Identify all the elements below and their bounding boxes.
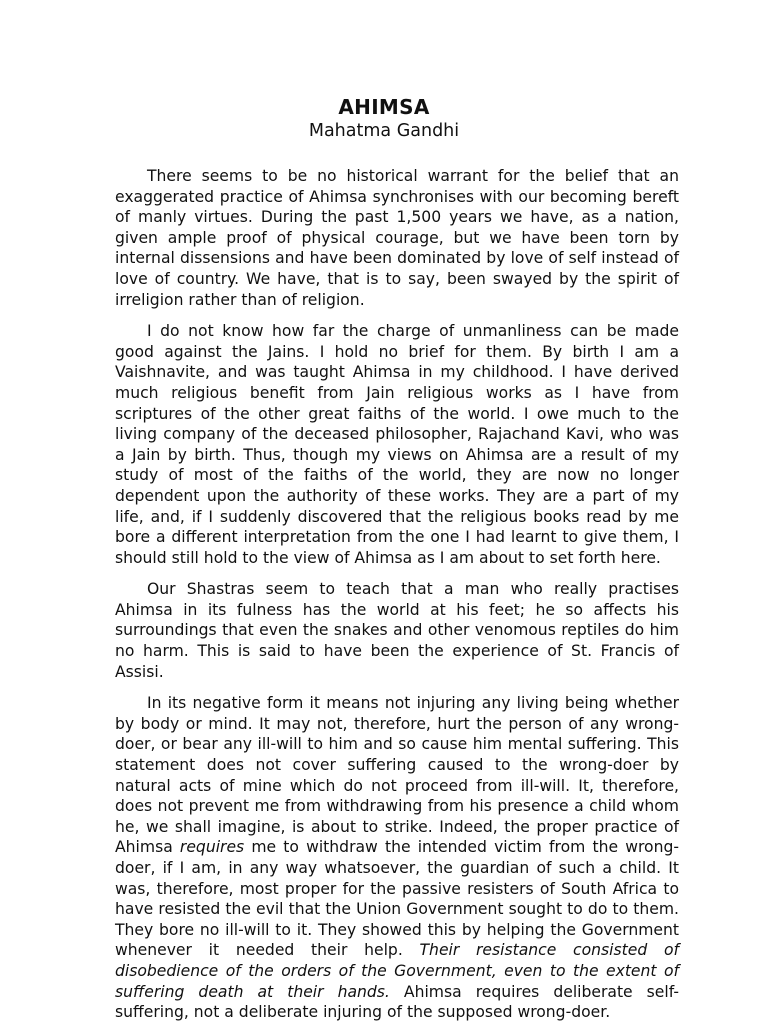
italic-text: Their resistance consisted of disobedience of the orders of the Government, even to the extent of suffering death at their hands. — [115, 941, 680, 1001]
paragraph-text: Ahimsa requires deliberate self-suffering, not a deliberate injuring of the supposed wrong-doer. — [115, 982, 679, 1022]
body-paragraph — [115, 579, 679, 682]
paragraph-text: Our Shastras seem to teach that a man who really practises Ahimsa in its fulness has the world at his feet; he so affects his surroundings that even the snakes and other venomous reptiles do him no harm. This is said to have been the experience of St. Francis of Assisi. — [115, 580, 679, 681]
document-title: AHIMSA — [338, 95, 430, 119]
document-body — [115, 166, 679, 1034]
paragraph-text: There seems to be no historical warrant for the belief that an exaggerated practice of Ahimsa synchronises with our becoming bereft of manly virtues. During the past 1,500 years we have, as a nation, given ample proof of physical courage, but we have been torn by internal dissensions and have been dominated by love of self instead of love of country. We have, that is to say, been swayed by the spirit of irreligion rather than of religion. — [115, 167, 679, 309]
body-paragraph — [115, 321, 679, 568]
paragraph-text: In its negative form it means not injuring any living being whether by body or mind. It may not, therefore, hurt the person of any wrong-doer, or bear any ill-will to him and so cause him mental suffering. This statement does not cover suffering caused to the wrong-doer by natural acts of mine which do not proceed from ill-will. It, therefore, does not prevent me from withdrawing from his presence a child whom he, we shall imagine, is about to strike. Indeed, the proper practice of Ahimsa — [115, 694, 679, 857]
paragraph-text: me to withdraw the intended victim from the wrong-doer, if I am, in any way whatsoever, the guardian of such a child. It was, therefore, most proper for the passive resisters of South Africa to have resisted the evil that the Union Government sought to do to them. They bore no ill-will to it. They showed this by helping the Government whenever it needed their help. — [115, 838, 679, 960]
paragraph-text: I do not know how far the charge of unmanliness can be made good against the Jains. I hold no brief for them. By birth I am a Vaishnavite, and was taught Ahimsa in my childhood. I have derived much religious benefit from Jain religious works as I have from scriptures of the other great faiths of the world. I owe much to the living company of the deceased philosopher, Rajachand Kavi, who was a Jain by birth. Thus, though my views on Ahimsa are a result of my study of most of the faiths of the world, they are now no longer dependent upon the authority of these works. They are a part of my life, and, if I suddenly discovered that the religious books read by me bore a different interpretation from the one I had learnt to give them, I should still hold to the view of Ahimsa as I am about to set forth here. — [115, 322, 679, 567]
body-paragraph — [115, 693, 679, 1023]
document-author: Mahatma Gandhi — [308, 121, 460, 141]
italic-text: requires — [179, 838, 245, 857]
body-paragraph — [115, 166, 679, 310]
